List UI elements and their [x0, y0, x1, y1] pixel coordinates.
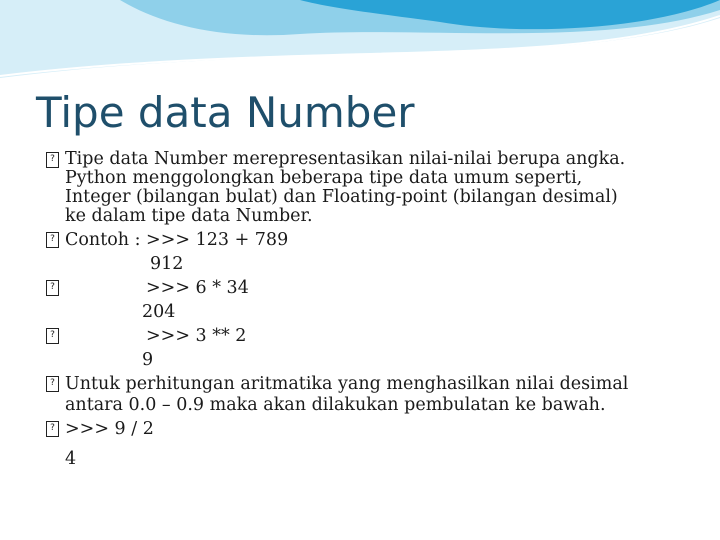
code-example: >>> 6 * 34 [146, 278, 249, 298]
code-example: Contoh : >>> 123 + 789 [65, 230, 289, 250]
code-output: 912 [150, 254, 184, 274]
slide-body [46, 150, 686, 471]
body-text: antara 0.0 – 0.9 maka akan dilakukan pembulatan ke bawah. [65, 395, 606, 415]
body-text: Untuk perhitungan aritmatika yang menghasilkan nilai desimal [65, 374, 629, 394]
bullet-item [46, 372, 686, 396]
bullet-item [46, 228, 686, 252]
code-output: 204 [142, 302, 176, 322]
continuation-line [46, 169, 686, 188]
continuation-line [46, 396, 686, 415]
header-wave-decoration [0, 0, 720, 90]
code-output-line [46, 252, 686, 276]
bullet-glyph-icon: ? [46, 421, 59, 437]
slide-title: Tipe data Number [36, 88, 415, 137]
bullet-item [46, 150, 686, 169]
continuation-line [46, 188, 686, 207]
body-text: Integer (bilangan bulat) dan Floating-point (bilangan desimal) [65, 187, 618, 207]
bullet-glyph-icon: ? [46, 280, 59, 296]
bullet-glyph-icon: ? [46, 376, 59, 392]
body-text: Tipe data Number merepresentasikan nilai-nilai berupa angka. [65, 149, 626, 169]
code-output-line [46, 348, 686, 372]
bullet-item [46, 417, 686, 441]
bullet-glyph-icon: ? [46, 328, 59, 344]
code-output-line [46, 300, 686, 324]
code-example: >>> 3 ** 2 [146, 326, 247, 346]
code-output: 9 [142, 350, 154, 370]
bullet-glyph-icon: ? [46, 152, 59, 168]
code-output: 4 [65, 449, 77, 469]
bullet-item [46, 324, 686, 348]
code-example: >>> 9 / 2 [65, 419, 154, 439]
continuation-line [46, 207, 686, 226]
body-text: ke dalam tipe data Number. [65, 206, 313, 226]
bullet-glyph-icon: ? [46, 232, 59, 248]
bullet-item [46, 276, 686, 300]
code-output-line [46, 447, 686, 471]
body-text: Python menggolongkan beberapa tipe data umum seperti, [65, 168, 583, 188]
